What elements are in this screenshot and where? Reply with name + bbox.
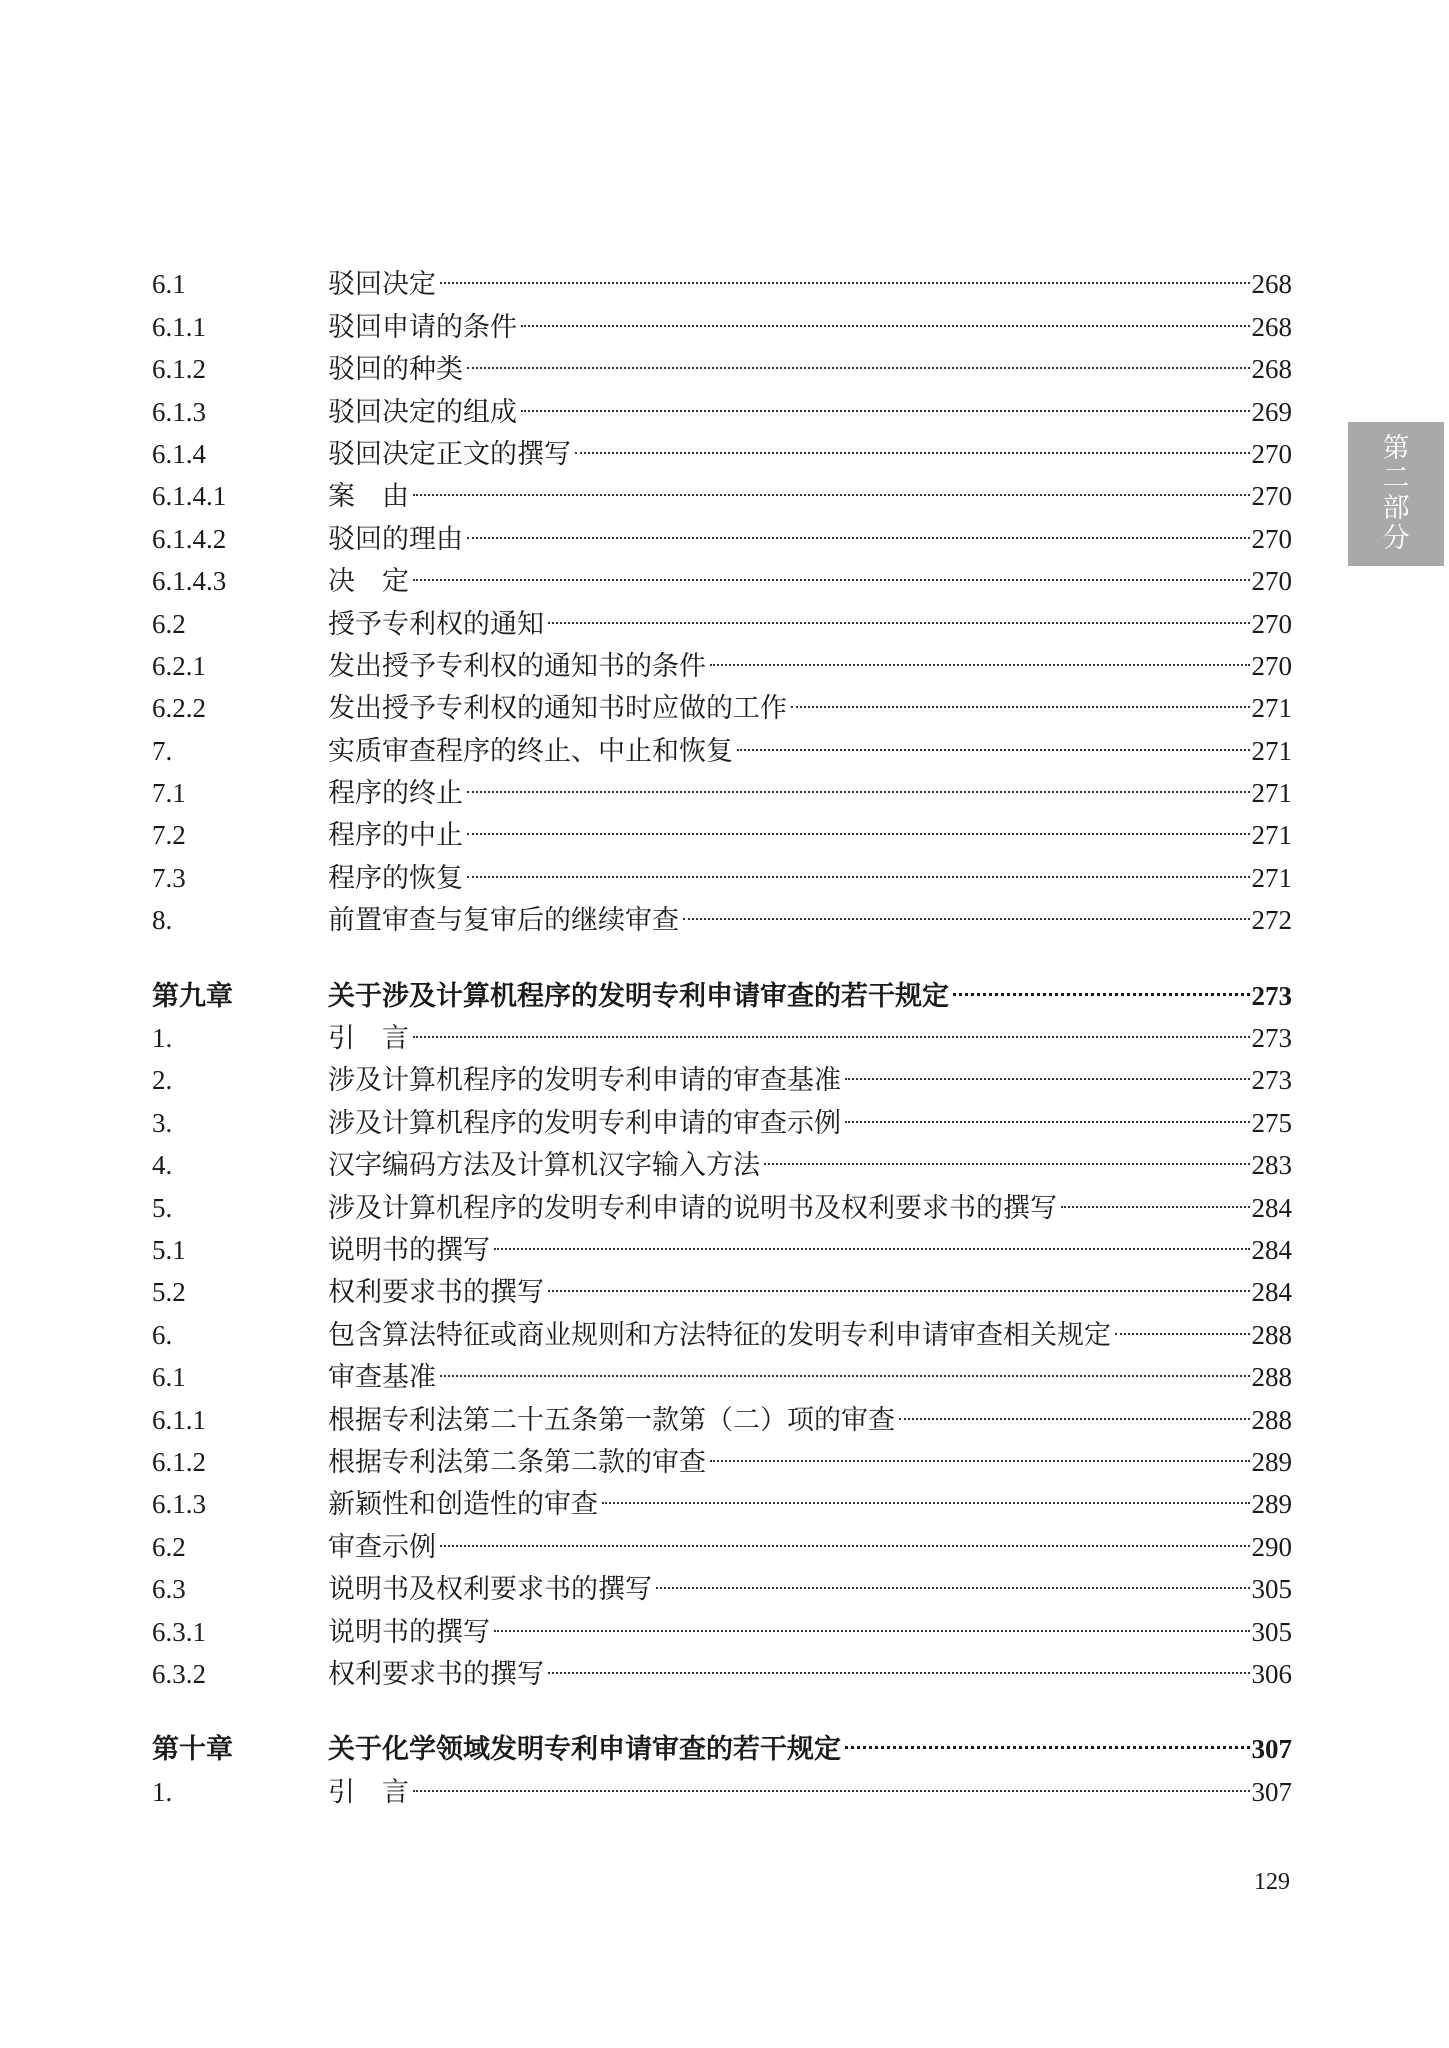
toc-entry-title: 包含算法特征或商业规则和方法特征的发明专利申请审查相关规定 bbox=[328, 1319, 1111, 1351]
toc-entry-page: 273 bbox=[1251, 1065, 1292, 1096]
toc-entry-title: 引 言 bbox=[328, 1776, 409, 1808]
toc-entry-number: 6.2.1 bbox=[152, 650, 206, 681]
toc-entry-page: 269 bbox=[1251, 396, 1292, 427]
dot-leader bbox=[413, 1758, 1250, 1800]
toc-entry-title: 关于涉及计算机程序的发明专利申请审查的若干规定 bbox=[328, 980, 949, 1012]
toc-entry-title: 决 定 bbox=[328, 566, 409, 598]
toc-entry-number: 5.1 bbox=[152, 1234, 186, 1265]
toc-entry-number: 6.2 bbox=[152, 1531, 186, 1562]
toc-entry-title: 涉及计算机程序的发明专利申请的说明书及权利要求书的撰写 bbox=[328, 1192, 1057, 1224]
toc-entry-page: 271 bbox=[1251, 693, 1292, 724]
dot-leader bbox=[494, 1598, 1250, 1640]
toc-entry-title: 涉及计算机程序的发明专利申请的审查基准 bbox=[328, 1065, 841, 1097]
toc-entry-title: 审查示例 bbox=[328, 1531, 436, 1563]
toc-entry-number: 6.1.3 bbox=[152, 396, 206, 427]
dot-leader bbox=[521, 293, 1250, 335]
toc-entry-page: 271 bbox=[1251, 735, 1292, 766]
page-number: 129 bbox=[1254, 1869, 1290, 1895]
toc-entry-page: 284 bbox=[1251, 1234, 1292, 1265]
toc-entry-number: 6.3.1 bbox=[152, 1616, 206, 1647]
dot-leader bbox=[548, 590, 1250, 632]
dot-leader bbox=[413, 463, 1250, 505]
dot-leader bbox=[467, 336, 1250, 378]
toc-entry-page: 284 bbox=[1251, 1192, 1292, 1223]
toc-entry-page: 289 bbox=[1251, 1489, 1292, 1520]
toc-entry-title: 授予专利权的通知 bbox=[328, 608, 544, 640]
toc-entry-number: 7. bbox=[152, 735, 173, 766]
toc-entry-page: 288 bbox=[1251, 1404, 1292, 1435]
toc-entry-number: 第九章 bbox=[152, 980, 233, 1011]
toc-entry-page: 307 bbox=[1251, 1776, 1292, 1807]
toc-entry-page: 272 bbox=[1251, 905, 1292, 936]
toc-entry-page: 288 bbox=[1251, 1362, 1292, 1393]
toc-entry-page: 268 bbox=[1251, 269, 1292, 300]
toc-entry-page: 307 bbox=[1251, 1734, 1292, 1765]
dot-leader bbox=[467, 760, 1250, 802]
dot-leader bbox=[845, 1716, 1250, 1758]
dot-leader bbox=[764, 1132, 1250, 1174]
dot-leader bbox=[413, 1005, 1250, 1047]
toc-entry-number: 1. bbox=[152, 1023, 173, 1054]
toc-entry-number: 6.1.3 bbox=[152, 1489, 206, 1520]
section-tab bbox=[1348, 422, 1444, 566]
dot-leader bbox=[521, 378, 1250, 420]
toc-entry-page: 290 bbox=[1251, 1531, 1292, 1562]
toc-entry-page: 271 bbox=[1251, 778, 1292, 809]
toc-entry-number: 6.1.2 bbox=[152, 1446, 206, 1477]
toc-entry-number: 6.1.4 bbox=[152, 438, 206, 469]
toc-entry-number: 4. bbox=[152, 1150, 173, 1181]
toc-entry-number: 6.1 bbox=[152, 269, 186, 300]
dot-leader bbox=[845, 1047, 1250, 1089]
toc-entry-title: 新颖性和创造性的审查 bbox=[328, 1489, 598, 1521]
dot-leader bbox=[575, 421, 1250, 463]
dot-leader bbox=[467, 844, 1250, 886]
toc-entry-number: 5.2 bbox=[152, 1277, 186, 1308]
dot-leader bbox=[467, 802, 1250, 844]
toc-entry-number: 6.1.1 bbox=[152, 1404, 206, 1435]
toc-entry-title: 程序的恢复 bbox=[328, 862, 463, 894]
toc-entry-number: 6.2.2 bbox=[152, 693, 206, 724]
toc-entry-title: 说明书的撰写 bbox=[328, 1234, 490, 1266]
toc-entry-number: 6.3.2 bbox=[152, 1658, 206, 1689]
toc-entry-title: 案 由 bbox=[328, 481, 409, 513]
section-tab-char: 二 bbox=[1382, 463, 1410, 494]
toc-entry-number: 3. bbox=[152, 1107, 173, 1138]
toc-entry-title: 程序的中止 bbox=[328, 820, 463, 852]
toc-entry-title: 程序的终止 bbox=[328, 778, 463, 810]
toc-entry-title: 驳回决定正文的撰写 bbox=[328, 438, 571, 470]
toc-entry-number: 第十章 bbox=[152, 1734, 233, 1765]
toc-entry-page: 283 bbox=[1251, 1150, 1292, 1181]
toc-entry-title: 根据专利法第二条第二款的审查 bbox=[328, 1446, 706, 1478]
toc-entry-title: 引 言 bbox=[328, 1023, 409, 1055]
toc-chapter-row[interactable] bbox=[152, 962, 1292, 1012]
dot-leader bbox=[1115, 1301, 1250, 1343]
toc-entry-number: 6.2 bbox=[152, 608, 186, 639]
toc-entry-number: 6. bbox=[152, 1319, 173, 1350]
dot-leader bbox=[440, 251, 1250, 293]
toc-entry-page: 284 bbox=[1251, 1277, 1292, 1308]
dot-leader bbox=[791, 675, 1250, 717]
toc-entry-page: 273 bbox=[1251, 1023, 1292, 1054]
toc-entry-page: 275 bbox=[1251, 1107, 1292, 1138]
toc-entry-page: 270 bbox=[1251, 523, 1292, 554]
toc-entry-title: 驳回决定 bbox=[328, 269, 436, 301]
toc-entry-number: 6.1.4.1 bbox=[152, 481, 227, 512]
dot-leader bbox=[602, 1471, 1250, 1513]
toc-entry-number: 5. bbox=[152, 1192, 173, 1223]
section-tab-char: 分 bbox=[1382, 523, 1410, 554]
dot-leader bbox=[710, 633, 1250, 675]
dot-leader bbox=[845, 1089, 1250, 1131]
toc-entry-title: 发出授予专利权的通知书的条件 bbox=[328, 650, 706, 682]
toc-entry-title: 汉字编码方法及计算机汉字输入方法 bbox=[328, 1150, 760, 1182]
toc-entry-page: 271 bbox=[1251, 862, 1292, 893]
toc-entry-number: 7.3 bbox=[152, 862, 186, 893]
toc-entry-number: 8. bbox=[152, 905, 173, 936]
toc-entry-number: 7.1 bbox=[152, 778, 186, 809]
toc-entry-page: 288 bbox=[1251, 1319, 1292, 1350]
toc-entry-page: 306 bbox=[1251, 1658, 1292, 1689]
toc-entry-title: 关于化学领域发明专利申请审查的若干规定 bbox=[328, 1734, 841, 1766]
dot-leader bbox=[710, 1429, 1250, 1471]
toc-entry-number: 6.1.4.2 bbox=[152, 523, 227, 554]
toc-entry-title: 说明书及权利要求书的撰写 bbox=[328, 1574, 652, 1606]
toc-entry-page: 273 bbox=[1251, 980, 1292, 1011]
section-tab-char: 第 bbox=[1382, 433, 1410, 464]
toc-entry-number: 6.1.2 bbox=[152, 354, 206, 385]
dot-leader bbox=[440, 1344, 1250, 1386]
toc-entry-page: 305 bbox=[1251, 1616, 1292, 1647]
toc-entry-page: 270 bbox=[1251, 566, 1292, 597]
dot-leader bbox=[737, 717, 1250, 759]
dot-leader bbox=[899, 1386, 1250, 1428]
dot-leader bbox=[548, 1259, 1250, 1301]
dot-leader bbox=[494, 1217, 1250, 1259]
toc-entry-title: 涉及计算机程序的发明专利申请的审查示例 bbox=[328, 1107, 841, 1139]
toc-entry-title: 前置审查与复审后的继续审查 bbox=[328, 905, 679, 937]
toc-entry-number: 6.3 bbox=[152, 1574, 186, 1605]
toc-entry-title: 驳回申请的条件 bbox=[328, 311, 517, 343]
toc-entry-number: 6.1.1 bbox=[152, 311, 206, 342]
toc-entry-title: 权利要求书的撰写 bbox=[328, 1658, 544, 1690]
dot-leader bbox=[467, 505, 1250, 547]
toc-entry-title: 驳回的种类 bbox=[328, 354, 463, 386]
toc-entry-number: 7.2 bbox=[152, 820, 186, 851]
toc-chapter-row[interactable] bbox=[152, 1716, 1292, 1766]
dot-leader bbox=[683, 887, 1250, 929]
section-tab-char: 部 bbox=[1382, 493, 1410, 524]
toc-entry-title: 权利要求书的撰写 bbox=[328, 1277, 544, 1309]
toc-entry-page: 289 bbox=[1251, 1446, 1292, 1477]
dot-leader bbox=[440, 1513, 1250, 1555]
toc-entry-number: 6.1.4.3 bbox=[152, 566, 227, 597]
table-of-contents bbox=[152, 251, 1292, 1808]
toc-entry-page: 271 bbox=[1251, 820, 1292, 851]
toc-entry-title: 驳回决定的组成 bbox=[328, 396, 517, 428]
toc-entry-title: 驳回的理由 bbox=[328, 523, 463, 555]
toc-row[interactable] bbox=[152, 251, 1292, 301]
toc-entry-page: 270 bbox=[1251, 608, 1292, 639]
dot-leader bbox=[1061, 1174, 1250, 1216]
toc-entry-number: 2. bbox=[152, 1065, 173, 1096]
dot-leader bbox=[548, 1641, 1250, 1683]
dot-leader bbox=[656, 1556, 1250, 1598]
toc-entry-page: 270 bbox=[1251, 438, 1292, 469]
toc-entry-title: 根据专利法第二十五条第一款第（二）项的审查 bbox=[328, 1404, 895, 1436]
toc-entry-page: 268 bbox=[1251, 354, 1292, 385]
toc-entry-page: 270 bbox=[1251, 481, 1292, 512]
toc-entry-title: 说明书的撰写 bbox=[328, 1616, 490, 1648]
toc-entry-title: 审查基准 bbox=[328, 1362, 436, 1394]
toc-entry-title: 实质审查程序的终止、中止和恢复 bbox=[328, 735, 733, 767]
dot-leader bbox=[413, 548, 1250, 590]
toc-entry-page: 305 bbox=[1251, 1574, 1292, 1605]
dot-leader bbox=[953, 962, 1250, 1004]
toc-entry-page: 268 bbox=[1251, 311, 1292, 342]
toc-entry-number: 6.1 bbox=[152, 1362, 186, 1393]
toc-entry-page: 270 bbox=[1251, 650, 1292, 681]
toc-entry-title: 发出授予专利权的通知书时应做的工作 bbox=[328, 693, 787, 725]
toc-entry-number: 1. bbox=[152, 1776, 173, 1807]
